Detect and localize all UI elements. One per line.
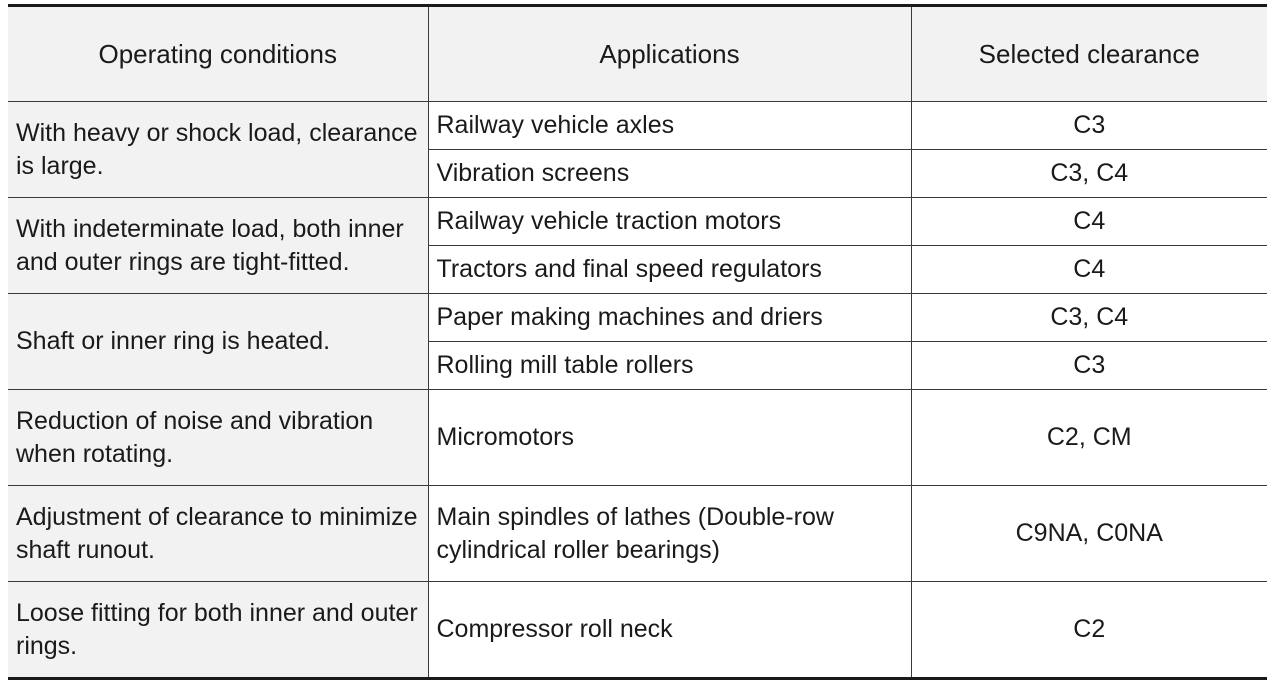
clearance-cell: C2, CM xyxy=(911,390,1267,486)
clearance-cell: C3 xyxy=(911,342,1267,390)
table-row xyxy=(8,294,1267,342)
clearance-cell: C2 xyxy=(911,582,1267,679)
header-selected-clearance: Selected clearance xyxy=(911,6,1267,102)
table-row xyxy=(8,198,1267,246)
clearance-cell: C3 xyxy=(911,102,1267,150)
condition-cell: Shaft or inner ring is heated. xyxy=(8,294,428,390)
header-operating-conditions: Operating conditions xyxy=(8,6,428,102)
clearance-table-container xyxy=(8,4,1267,680)
application-cell: Compressor roll neck xyxy=(428,582,911,679)
application-cell: Paper making machines and driers xyxy=(428,294,911,342)
application-cell: Main spindles of lathes (Double-row cylindrical roller bearings) xyxy=(428,486,911,582)
application-cell: Railway vehicle traction motors xyxy=(428,198,911,246)
header-row xyxy=(8,6,1267,102)
condition-cell: Loose fitting for both inner and outer rings. xyxy=(8,582,428,679)
condition-cell: With heavy or shock load, clearance is large. xyxy=(8,102,428,198)
clearance-cell: C9NA, C0NA xyxy=(911,486,1267,582)
condition-cell: Reduction of noise and vibration when rotating. xyxy=(8,390,428,486)
clearance-selection-table xyxy=(8,4,1267,680)
header-applications: Applications xyxy=(428,6,911,102)
table-row xyxy=(8,390,1267,486)
table-row xyxy=(8,486,1267,582)
condition-cell: Adjustment of clearance to minimize shaft runout. xyxy=(8,486,428,582)
condition-cell: With indeterminate load, both inner and outer rings are tight-fitted. xyxy=(8,198,428,294)
application-cell: Rolling mill table rollers xyxy=(428,342,911,390)
table-row xyxy=(8,582,1267,679)
clearance-cell: C3, C4 xyxy=(911,150,1267,198)
application-cell: Vibration screens xyxy=(428,150,911,198)
clearance-cell: C4 xyxy=(911,246,1267,294)
application-cell: Micromotors xyxy=(428,390,911,486)
clearance-cell: C3, C4 xyxy=(911,294,1267,342)
application-cell: Tractors and final speed regulators xyxy=(428,246,911,294)
clearance-cell: C4 xyxy=(911,198,1267,246)
table-row xyxy=(8,102,1267,150)
application-cell: Railway vehicle axles xyxy=(428,102,911,150)
